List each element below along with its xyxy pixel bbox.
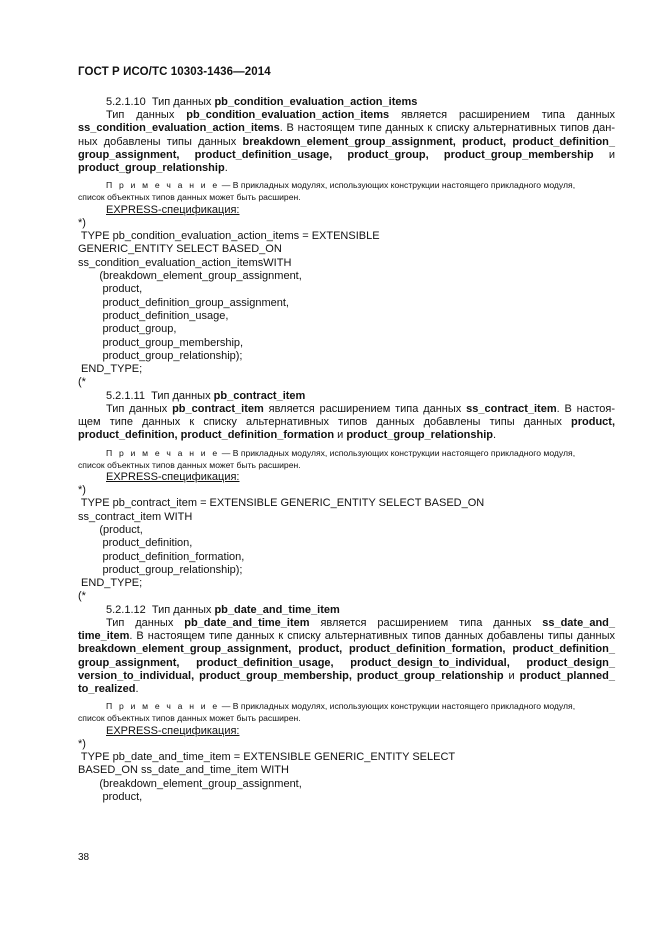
- code-line: product,: [78, 791, 143, 803]
- section-paragraph-line: time_item. В настоящем типе данных к списку альтернативных типов данных добавлены типы данных: [78, 630, 615, 643]
- section-heading-5-2-1-12: 5.2.1.12 Тип данных pb_date_and_time_item: [106, 603, 340, 616]
- code-line: product_definition,: [78, 537, 193, 550]
- note-label: П р и м е ч а н и е: [106, 447, 220, 458]
- note-label: П р и м е ч а н и е: [106, 701, 220, 712]
- section-paragraph-line: Тип данных pb_condition_evaluation_action_items является расширением типа данных: [106, 109, 615, 122]
- page-number: 38: [78, 852, 90, 863]
- section-heading-5-2-1-11: 5.2.1.11 Тип данных pb_contract_item: [106, 389, 306, 402]
- section-paragraph-line: product_definition, product_definition_formation и product_group_relationship.: [78, 429, 497, 442]
- code-line: *): [78, 216, 86, 229]
- note-block: П р и м е ч а н и е — В прикладных модулях, использующих конструкции настоящего прикладного модуля, список объектных типов данных может быть расширен.: [78, 447, 576, 470]
- section-paragraph-line: Тип данных pb_contract_item является расширением типа данных ss_contract_item. В настоя-: [106, 402, 615, 415]
- code-line: product_definition_group_assignment,: [78, 296, 289, 309]
- code-line: (*: [78, 590, 86, 603]
- note-block: П р и м е ч а н и е — В прикладных модулях, использующих конструкции настоящего прикладного модуля, список объектных типов данных может быть расширен.: [78, 180, 576, 203]
- code-line: END_TYPE;: [78, 363, 143, 376]
- code-line: product_group_relationship);: [78, 563, 243, 576]
- section-paragraph-line: product_group_relationship.: [78, 162, 228, 175]
- code-line: ss_contract_item WITH: [78, 510, 193, 523]
- code-line: (*: [78, 376, 86, 389]
- express-spec-label: EXPRESS-спецификация:: [106, 724, 240, 737]
- note-block: П р и м е ч а н и е — В прикладных модулях, использующих конструкции настоящего прикладного модуля, список объектных типов данных может быть расширен.: [78, 701, 576, 724]
- code-line: product,: [78, 283, 143, 296]
- section-paragraph-line: group_assignment, product_definition_usage, product_design_to_individual, product_design_: [78, 656, 615, 669]
- code-line: (breakdown_element_group_assignment,: [78, 270, 302, 283]
- code-line: GENERIC_ENTITY SELECT BASED_ON: [78, 243, 282, 256]
- code-line: ss_condition_evaluation_action_itemsWITH: [78, 256, 292, 269]
- section-paragraph-line: ных добавлены типы данных breakdown_element_group_assignment, product, product_definition_: [78, 135, 615, 148]
- section-paragraph-line: ss_condition_evaluation_action_items. В настоящем типе данных к списку альтернативных типов дан-: [78, 122, 615, 135]
- code-line: TYPE pb_date_and_time_item = EXTENSIBLE GENERIC_ENTITY SELECT: [78, 751, 456, 764]
- document-body: [78, 96, 615, 804]
- code-line: END_TYPE;: [78, 577, 143, 590]
- express-code-block: [78, 738, 615, 804]
- express-code-block: [78, 484, 615, 604]
- code-line: (product,: [78, 524, 143, 536]
- page-header-title: ГОСТ Р ИСО/ТС 10303-1436—2014: [78, 66, 271, 78]
- express-code-block: [78, 217, 615, 390]
- code-line: TYPE pb_condition_evaluation_action_items = EXTENSIBLE: [78, 230, 380, 243]
- section-paragraph-line: breakdown_element_group_assignment, product, product_definition_formation, product_definition_: [78, 643, 615, 656]
- section-heading-5-2-1-10: 5.2.1.10 Тип данных pb_condition_evaluation_action_items: [106, 96, 418, 108]
- code-line: product_group_membership,: [78, 336, 244, 349]
- section-paragraph-line: to_realized.: [78, 683, 139, 695]
- code-line: product_definition_formation,: [78, 550, 245, 563]
- code-line: product_group,: [78, 323, 177, 336]
- code-line: product_group_relationship);: [78, 349, 243, 362]
- code-line: BASED_ON ss_date_and_time_item WITH: [78, 764, 289, 777]
- code-line: product_definition_usage,: [78, 309, 229, 322]
- section-paragraph-line: version_to_individual, product_group_membership, product_group_relationship и product_planned_: [78, 669, 615, 682]
- code-line: *): [78, 484, 86, 497]
- express-spec-label: EXPRESS-спецификация:: [106, 470, 240, 483]
- code-line: *): [78, 737, 86, 750]
- code-line: TYPE pb_contract_item = EXTENSIBLE GENERIC_ENTITY SELECT BASED_ON: [78, 497, 485, 510]
- section-paragraph-line: group_assignment, product_definition_usage, product_group, product_group_membership и: [78, 148, 615, 161]
- express-spec-label: EXPRESS-спецификация:: [106, 203, 240, 216]
- section-paragraph-line: Тип данных pb_date_and_time_item является расширением типа данных ss_date_and_: [106, 616, 615, 629]
- code-line: (breakdown_element_group_assignment,: [78, 777, 302, 790]
- note-label: П р и м е ч а н и е: [106, 180, 220, 191]
- section-paragraph-line: щем типе данных к списку альтернативных типов данных добавлены типы данных product,: [78, 416, 615, 429]
